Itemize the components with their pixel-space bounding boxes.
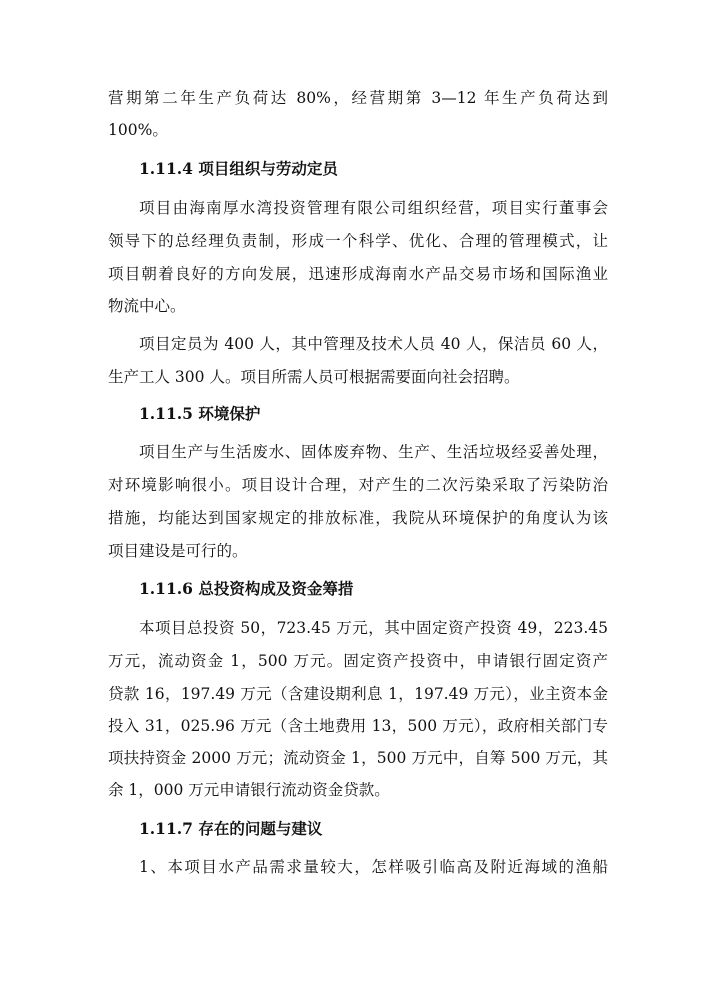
intro-line-2: 100%。	[108, 121, 168, 139]
paragraph-line: 本项目总投资 50，723.45 万元，其中固定资产投资 49，223.45	[139, 619, 608, 637]
paragraph-line: 余 1，000 万元申请银行流动资金贷款。	[108, 781, 390, 799]
paragraph-line: 生产工人 300 人。项目所需人员可根据需要面向社会招聘。	[108, 368, 520, 386]
paragraph-line: 项目由海南厚水湾投资管理有限公司组织经营，项目实行董事会	[139, 199, 608, 217]
paragraph-line: 对环境影响很小。项目设计合理，对产生的二次污染采取了污染防治	[108, 476, 608, 494]
paragraph-line: 措施，均能达到国家规定的排放标准，我院从环境保护的角度认为该	[108, 509, 608, 527]
paragraph-line: 项目朝着良好的方向发展，迅速形成海南水产品交易市场和国际渔业	[108, 265, 608, 283]
section-heading-1-11-7: 1.11.7 存在的问题与建议	[139, 819, 323, 838]
section-heading-1-11-4: 1.11.4 项目组织与劳动定员	[139, 159, 338, 178]
section-heading-1-11-5: 1.11.5 环境保护	[139, 404, 261, 423]
paragraph-line: 领导下的总经理负责制，形成一个科学、优化、合理的管理模式，让	[108, 232, 608, 250]
paragraph-line: 1、本项目水产品需求量较大，怎样吸引临高及附近海域的渔船	[139, 858, 608, 876]
paragraph-line: 贷款 16，197.49 万元（含建设期利息 1，197.49 万元），业主资本金	[108, 685, 608, 703]
intro-line-1: 营期第二年生产负荷达 80%，经营期第 3—12 年生产负荷达到	[108, 89, 608, 107]
paragraph-line: 项目定员为 400 人，其中管理及技术人员 40 人，保洁员 60 人，	[139, 335, 608, 353]
paragraph-line: 万元，流动资金 1，500 万元。固定资产投资中，申请银行固定资产	[108, 652, 608, 670]
paragraph-line: 项扶持资金 2000 万元；流动资金 1，500 万元中，自筹 500 万元，其	[108, 749, 608, 767]
paragraph-line: 项目生产与生活废水、固体废弃物、生产、生活垃圾经妥善处理，	[139, 443, 608, 461]
paragraph-line: 项目建设是可行的。	[108, 542, 248, 560]
paragraph-line: 投入 31，025.96 万元（含土地费用 13，500 万元），政府相关部门专	[108, 717, 608, 735]
paragraph-line: 物流中心。	[108, 297, 186, 315]
section-heading-1-11-6: 1.11.6 总投资构成及资金筹措	[139, 579, 354, 598]
